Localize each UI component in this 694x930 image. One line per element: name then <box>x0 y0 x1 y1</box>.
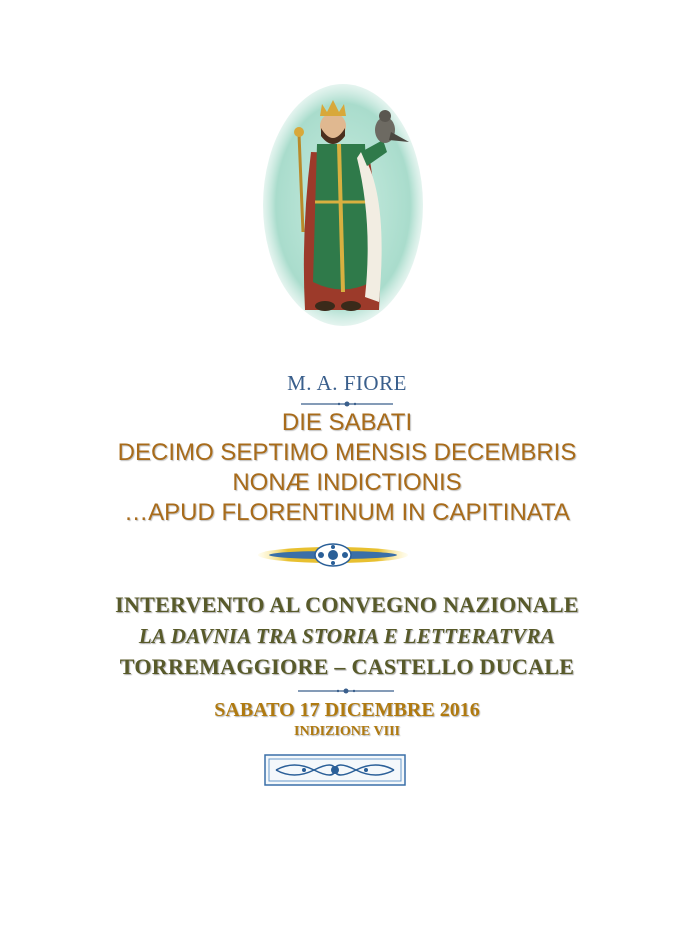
conference-line-2: LA DAVNIA TRA STORIA E LETTERATVRA <box>138 624 556 648</box>
title-line-3: NONÆ INDICTIONIS <box>232 469 462 496</box>
date-line-1: SABATO 17 DICEMBRE 2016 <box>214 699 480 721</box>
title-line-2: DECIMO SEPTIMO MENSIS DECEMBRIS <box>117 439 577 466</box>
blue-ornament-divider <box>264 754 406 786</box>
title-block <box>0 408 694 528</box>
date-line-2: INDIZIONE VIII <box>294 724 400 739</box>
title-line-4: …APUD FLORENTINUM IN CAPITINATA <box>124 499 570 526</box>
conference-line-1: INTERVENTO AL CONVEGNO NAZIONALE <box>115 592 579 617</box>
gold-ornament-divider <box>258 540 408 570</box>
author-name: M. A. FIORE <box>287 371 407 395</box>
small-divider-rule-2 <box>298 687 394 695</box>
title-line-1: DIE SABATI <box>281 409 413 436</box>
conference-line-3: TORREMAGGIORE – CASTELLO DUCALE <box>119 654 575 679</box>
date-block <box>0 697 694 741</box>
small-divider-rule <box>301 400 393 408</box>
conference-block <box>0 590 694 682</box>
king-portrait-image <box>261 82 425 328</box>
